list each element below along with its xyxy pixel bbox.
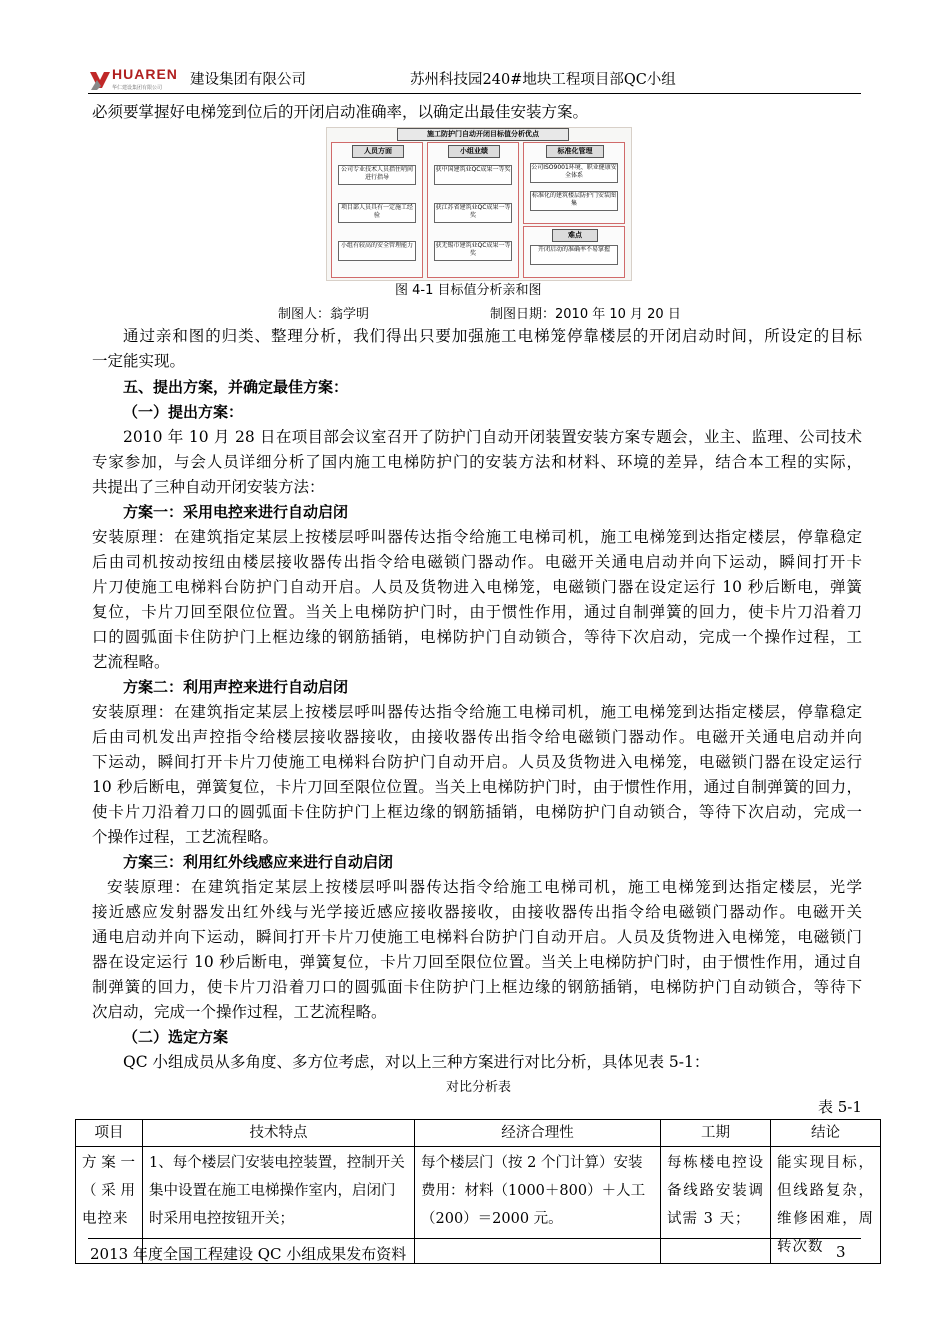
diagram-item: 获中国建筑业QC成果一等奖: [434, 165, 512, 185]
footer-divider: [88, 1238, 861, 1239]
plan3-line: 接近感应发射器发出红外线与光学接近感应接收器接收，由接收器传出指令给电磁锁门器动作。电磁开关: [92, 903, 862, 921]
plan1-line: 艺流程略。: [92, 653, 170, 671]
plan2-line: 安装原理：在建筑指定某层上按楼层呼叫器传达指令给施工电梯司机，施工电梯笼到达指定楼层，停靠稳定: [92, 703, 862, 721]
figure-date: 制图日期：2010 年 10 月 20 日: [490, 307, 681, 322]
logo-subtext: 华仁建设集团有限公司: [112, 85, 163, 91]
table-title: 对比分析表: [446, 1080, 512, 1095]
plan3-line: 安装原理：在建筑指定某层上按楼层呼叫器传达指令给施工电梯司机，施工电梯笼到达指定楼层，光学: [107, 878, 862, 896]
diagram-group-head: 难点: [552, 229, 598, 242]
diagram-group-personnel: [331, 142, 423, 278]
logo-wordmark: HUAREN: [112, 66, 178, 82]
sub1-heading: （一）提出方案：: [123, 403, 244, 421]
para1-line: 一定能实现。: [92, 352, 186, 370]
diagram-item: 获江苏省建筑业QC成果一等奖: [434, 203, 512, 223]
diagram-group-head: 人员方面: [352, 145, 404, 158]
diagram-title: 施工防护门自动开闭目标值分析优点: [397, 128, 569, 141]
para2-line: 专家参加，与会人员详细分析了国内施工电梯防护门的安装方法和材料、环境的差异，结合本工程的实际，: [92, 453, 862, 471]
plan1-line: 安装原理：在建筑指定某层上按楼层呼叫器传达指令给施工电梯司机，施工电梯笼到达指定楼层，停靠稳定: [92, 528, 862, 546]
table-header-cell: 经济合理性: [415, 1120, 661, 1147]
diagram-item: 获无锡市建筑业QC成果一等奖: [434, 241, 512, 261]
diagram-group-difficulty: [523, 226, 625, 278]
table-header-cell: 结论: [771, 1120, 881, 1147]
diagram-group-achievements: [427, 142, 519, 278]
plan3-title: 方案三：利用红外线感应来进行自动启闭: [123, 853, 394, 871]
para3-line: QC 小组成员从多角度、多方位考虑，对以上三种方案进行对比分析，具体见表 5-1：: [123, 1053, 710, 1071]
table-cell: 能实现目标，但线路复杂，维修困难，周转次数: [771, 1147, 881, 1264]
para1-line: 通过亲和图的归类、整理分析，我们得出只要加强施工电梯笼停靠楼层的开闭启动时间，所设定的目标: [123, 327, 862, 345]
table-cell: 每栋楼电控设备线路安装调试需 3 天；: [661, 1147, 771, 1264]
sub2-heading: （二）选定方案: [123, 1028, 229, 1046]
diagram-item: 公司专业技术人员指住哨间进行指导: [338, 165, 416, 185]
table-cell: 每个楼层门（按 2 个门计算）安装费用：材料（1000＋800）＋人工（200）＝2000 元。: [415, 1147, 661, 1264]
table-number: 表 5-1: [818, 1098, 862, 1116]
table-cell: 方案一（采用电控来: [76, 1147, 143, 1264]
para2-line: 2010 年 10 月 28 日在项目部会议室召开了防护门自动开闭装置安装方案专题会，业主、监理、公司技术: [123, 428, 862, 446]
plan3-line: 次启动，完成一个操作过程，工艺流程略。: [92, 1003, 387, 1021]
table-cell: 1、每个楼层门安装电控装置，控制开关集中设置在施工电梯操作室内，启闭门时采用电控按钮开关；: [143, 1147, 415, 1264]
plan1-line: 片刀使施工电梯料台防护门自动开启。人员及货物进入电梯笼，电磁锁门器在设定运行 10 秒后断电，弹簧: [92, 578, 862, 596]
header-divider: [88, 93, 861, 94]
plan3-line: 制弹簧的回力，使卡片刀沿着刀口的圆弧面卡住防护门上框边缘的钢筋插销，电梯防护门自动锁合，等待下: [92, 978, 862, 996]
header-company: 建设集团有限公司: [190, 72, 306, 88]
plan2-title: 方案二：利用声控来进行自动启闭: [123, 678, 349, 696]
diagram-item: 项目部人员具有一定施工经验: [338, 203, 416, 223]
table-header-cell: 技术特点: [143, 1120, 415, 1147]
figure-maker: 制图人：翁学明: [278, 307, 370, 322]
diagram-item: 开闭启动的准确率不易掌握: [530, 245, 618, 265]
table-header-row: [76, 1120, 881, 1147]
figure-caption: 图 4-1 目标值分析亲和图: [395, 283, 542, 298]
plan2-line: 后由司机发出声控指令给楼层接收器接收，由接收器传出指令给电磁锁门器动作。电磁开关通电启动并向: [92, 728, 862, 746]
footer-text: 2013 年度全国工程建设 QC 小组成果发布资料: [90, 1245, 407, 1263]
table-header-cell: 工期: [661, 1120, 771, 1147]
header-project: 苏州科技园240#地块工程项目部QC小组: [410, 72, 676, 88]
diagram-group-head: 标准化管理: [546, 145, 604, 158]
diagram-group-standardization: [523, 142, 625, 224]
plan1-line: 后由司机按动按纽由楼层接收器传出指令给电磁锁门器动作。电磁开关通电启动并向下运动，瞬间打开卡: [92, 553, 862, 571]
plan2-line: 个操作过程，工艺流程略。: [92, 828, 279, 846]
plan1-line: 口的圆弧面卡住防护门上框边缘的钢筋插销，电梯防护门自动锁合，等待下次启动，完成一个操作过程，工: [92, 628, 862, 646]
section5-heading: 五、提出方案，并确定最佳方案：: [123, 378, 349, 396]
diagram-item: 小组有较高的安全管理能力: [338, 241, 416, 261]
diagram-item: 标准化的建筑楼层防护门安装图集: [530, 191, 618, 211]
affinity-diagram: [326, 127, 632, 281]
plan1-line: 复位，卡片刀回至限位位置。当关上电梯防护门时，由于惯性作用，通过自制弹簧的回力，使卡片刀沿着刀: [92, 603, 862, 621]
plan3-line: 器在设定运行 10 秒后断电，弹簧复位，卡片刀回至限位位置。当关上电梯防护门时，由于惯性作用，通过自: [92, 953, 862, 971]
plan2-line: 10 秒后断电，弹簧复位，卡片刀回至限位位置。当关上电梯防护门时，由于惯性作用，通过自制弹簧的回力，: [92, 778, 862, 796]
diagram-item: 公司ISO9001环境、职业健康安全体系: [530, 163, 618, 183]
plan2-line: 使卡片刀沿着刀口的圆弧面卡住防护门上框边缘的钢筋插销，电梯防护门自动锁合，等待下次启动，完成一: [92, 803, 862, 821]
plan3-line: 通电启动并向下运动，瞬间打开卡片刀使施工电梯料台防护门自动开启。人员及货物进入电梯笼，电磁锁门: [92, 928, 862, 946]
para2-line: 共提出了三种自动开闭安装方法：: [92, 478, 325, 496]
intro-line: 必须要掌握好电梯笼到位后的开闭启动准确率，以确定出最佳安装方案。: [92, 103, 589, 121]
plan2-line: 下运动，瞬间打开卡片刀使施工电梯料台防护门自动开启。人员及货物进入电梯笼，电磁锁门器在设定运行: [92, 753, 862, 771]
diagram-group-head: 小组业绩: [448, 145, 500, 158]
plan1-title: 方案一：采用电控来进行自动启闭: [123, 503, 349, 521]
page-number: 3: [836, 1243, 846, 1261]
table-header-cell: 项目: [76, 1120, 143, 1147]
